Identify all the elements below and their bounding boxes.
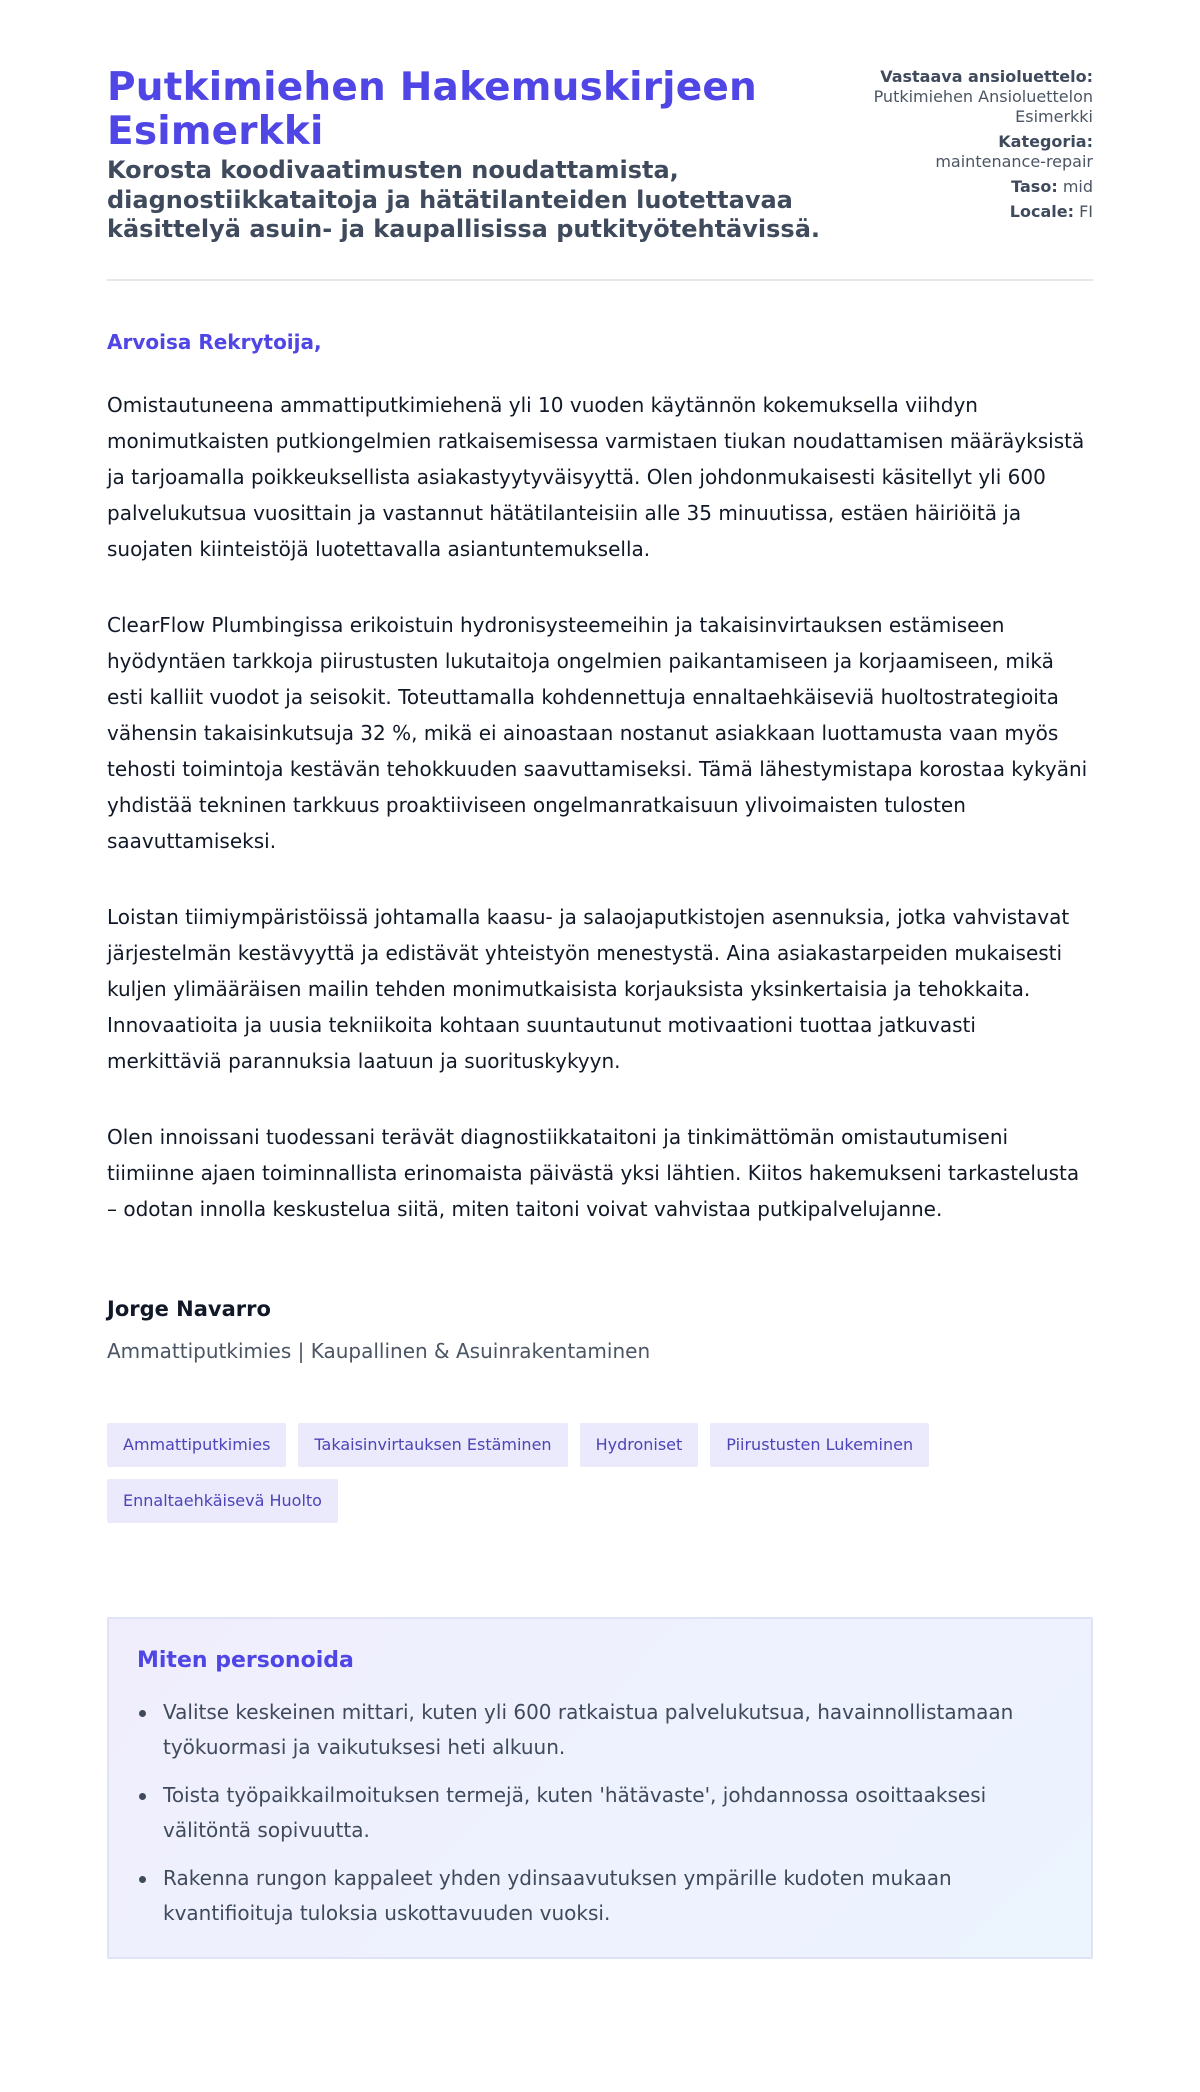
letter-paragraph-4: Olen innoissani tuodessani terävät diagnostiikkataitoni ja tinkimättömän omistautumiseni tiimiinne ajaen toiminnallista erinomaista päivästä yksi lähtien. Kiitos hakemukseni tarkastelusta – odotan innolla keskustelua siitä, miten taitoni voivat vahvistaa putkipalvelujanne.	[107, 1124, 1080, 1221]
tip-item	[137, 1861, 1063, 1931]
meta-related-resume-value: Putkimiehen Ansioluettelon Esimerkki	[873, 87, 1093, 126]
tag: Takaisinvirtauksen Estäminen	[298, 1423, 567, 1467]
tag: Piirustusten Lukeminen	[710, 1423, 929, 1467]
meta-category-value: maintenance-repair	[935, 152, 1093, 171]
letter-body	[107, 281, 1093, 1365]
tip-item	[137, 1778, 1063, 1848]
salutation: Arvoisa Rekrytoija,	[107, 329, 322, 354]
personalization-tips-box	[107, 1617, 1093, 1959]
meta-level-label: Taso:	[1011, 177, 1058, 196]
signature	[107, 1295, 1093, 1365]
bullet-icon	[139, 1710, 146, 1717]
signature-name: Jorge Navarro	[107, 1296, 271, 1321]
tag: Hydroniset	[580, 1423, 699, 1467]
tips-title: Miten personoida	[137, 1647, 354, 1673]
meta-category-label: Kategoria:	[998, 132, 1093, 151]
meta-level	[856, 177, 1093, 197]
tag: Ammattiputkimies	[107, 1423, 286, 1467]
tip-item	[137, 1695, 1063, 1765]
meta-level-value: mid	[1062, 177, 1093, 196]
tag: Ennaltaehkäisevä Huolto	[107, 1479, 338, 1523]
letter-paragraph-1: Omistautuneena ammattiputkimiehenä yli 10 vuoden käytännön kokemuksella viihdyn monimutkaisten putkiongelmien ratkaisemisessa varmistaen tiukan noudattamisen määräyksistä ja tarjoamalla poikkeuksellista asiakastyytyväisyyttä. Olen johdonmukaisesti käsitellyt yli 600 palvelukutsua vuosittain ja vastannut hätätilanteisiin alle 35 minuutissa, estäen häiriöitä ja suojaten kiinteistöjä luotettavalla asiantuntemuksella.	[107, 392, 1085, 561]
signature-title: Ammattiputkimies | Kaupallinen & Asuinrakentaminen	[107, 1338, 651, 1363]
tip-text: Toista työpaikkailmoituksen termejä, kuten 'hätävaste', johdannossa osoittaaksesi välitöntä sopivuutta.	[163, 1782, 987, 1842]
meta-related-resume	[856, 67, 1093, 127]
meta-locale-label: Locale:	[1009, 202, 1074, 221]
meta-info	[856, 67, 1093, 227]
bullet-icon	[139, 1793, 146, 1800]
meta-locale	[856, 202, 1093, 222]
bullet-icon	[139, 1876, 146, 1883]
tip-text: Valitse keskeinen mittari, kuten yli 600 ratkaistua palvelukutsua, havainnollistamaan työkuormasi ja vaikutuksesi heti alkuun.	[163, 1699, 1014, 1759]
tips-list	[137, 1695, 1063, 1931]
header-titles	[107, 66, 856, 245]
page-subtitle: Korosta koodivaatimusten noudattamista, diagnostiikkataitoja ja hätätilanteiden luotettavaa käsittelyä asuin- ja kaupallisissa putkityötehtävissä.	[107, 156, 821, 243]
page-title: Putkimiehen Hakemuskirjeen Esimerkki	[107, 65, 757, 154]
meta-category	[856, 132, 1093, 172]
letter-paragraph-2: ClearFlow Plumbingissa erikoistuin hydronisysteemeihin ja takaisinvirtauksen estämiseen hyödyntäen tarkkoja piirustusten lukutaitoja ongelmien paikantamiseen ja korjaamiseen, mikä esti kalliit vuodot ja seisokit. Toteuttamalla kohdennettuja ennaltaehkäiseviä huoltostrategioita vähensin takaisinkutsuja 32 %, mikä ei ainoastaan nostanut asiakkaan luottamusta vaan myös tehosti toimintoja kestävän tehokkuuden saavuttamiseksi. Tämä lähestymistapa korostaa kykyäni yhdistää tekninen tarkkuus proaktiiviseen ongelmanratkaisuun ylivoimaisten tulosten saavuttamiseksi.	[107, 612, 1088, 853]
meta-locale-value: FI	[1079, 202, 1093, 221]
skill-tags	[107, 1423, 1007, 1523]
letter-paragraph-3: Loistan tiimiympäristöissä johtamalla kaasu- ja salaojaputkistojen asennuksia, jotka vahvistavat järjestelmän kestävyyttä ja edistävät yhteistyön menestystä. Aina asiakastarpeiden mukaisesti kuljen ylimääräisen mailin tehden monimutkaisista korjauksista yksinkertaisia ja tehokkaita. Innovaatioita ja uusia tekniikoita kohtaan suuntautunut motivaationi tuottaa jatkuvasti merkittäviä parannuksia laatuun ja suorituskykyyn.	[107, 904, 1070, 1073]
meta-related-resume-label: Vastaava ansioluettelo:	[880, 67, 1093, 86]
page-header	[107, 66, 1093, 281]
tip-text: Rakenna rungon kappaleet yhden ydinsaavutuksen ympärille kudoten mukaan kvantifioituja tuloksia uskottavuuden vuoksi.	[163, 1865, 952, 1925]
